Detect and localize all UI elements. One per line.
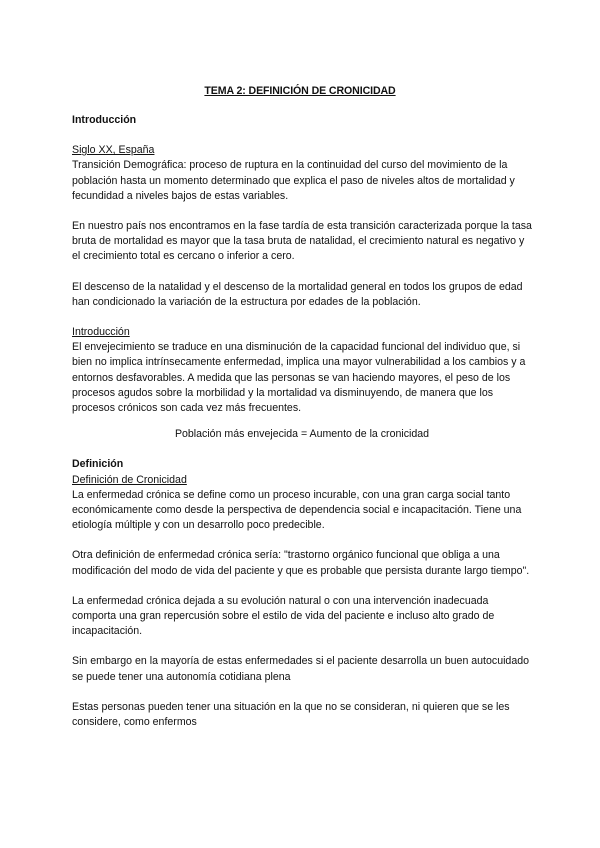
- paragraph-otra-definicion: Otra definición de enfermedad crónica sería: "trastorno orgánico funcional que obliga a una modificación del modo de vida del paciente y que es probable que persista durante largo tiempo".: [72, 549, 530, 577]
- paragraph-evolucion: La enfermedad crónica dejada a su evolución natural o con una intervención inadecuada comporta una gran repercusión sobre el estilo de vida del paciente e incluso alto grado de incapacitación.: [72, 594, 495, 638]
- subheading-introduccion: Introducción: [72, 326, 130, 339]
- paragraph-fase-tardia: En nuestro país nos encontramos en la fase tardía de esta transición caracterizada porque la tasa bruta de mortalidad es mayor que la tasa bruta de natalidad, el crecimiento natural es negativo y el crecimiento total es cercano o inferior a cero.: [72, 220, 532, 263]
- subheading-siglo-xx: Siglo XX, España: [72, 144, 155, 157]
- paragraph-transicion: Transición Demográfica: proceso de ruptura en la continuidad del curso del movimiento de la población hasta un momento determinado que explica el paso de niveles altos de mortalidad y fecundidad a niveles bajos de estas variables.: [72, 159, 515, 202]
- section-heading-definicion: Definición: [72, 458, 124, 471]
- paragraph-descenso: El descenso de la natalidad y el descenso de la mortalidad general en todos los grupos de edad han condicionado la variación de la estructura por edades de la población.: [72, 280, 523, 308]
- subheading-definicion-cronicidad: Definición de Cronicidad: [72, 473, 187, 486]
- paragraph-envejecimiento: El envejecimiento se traduce en una disminución de la capacidad funcional del individuo que, si bien no implica intrínsecamente enfermedad, implica una mayor vulnerabilidad a los cambios y a entornos desfavorables. A medida que las personas se van haciendo mayores, el peso de los procesos agudos sobre la morbilidad y la mortalidad va disminuyendo, de manera que los procesos crónicos son cada vez más frecuentes.: [72, 341, 526, 415]
- paragraph-autocuidado: Sin embargo en la mayoría de estas enfermedades si el paciente desarrolla un buen autocuidado se puede tener una autonomía cotidiana plena: [72, 655, 530, 683]
- centered-statement: Población más envejecida = Aumento de la cronicidad: [174, 428, 430, 441]
- document-title: TEMA 2: DEFINICIÓN DE CRONICIDAD: [204, 85, 396, 97]
- paragraph-enfermos: Estas personas pueden tener una situación en la que no se consideran, ni quieren que se les considere, como enfermos: [72, 700, 510, 729]
- document-body: [72, 113, 532, 730]
- paragraph-definicion: La enfermedad crónica se define como un proceso incurable, con una gran carga social tanto económicamente como desde la perspectiva de dependencia social e incapacitación. Tiene una etiología múltiple y con un desarrollo poco predecible.: [72, 488, 522, 532]
- section-heading-introduccion: Introducción: [72, 114, 137, 126]
